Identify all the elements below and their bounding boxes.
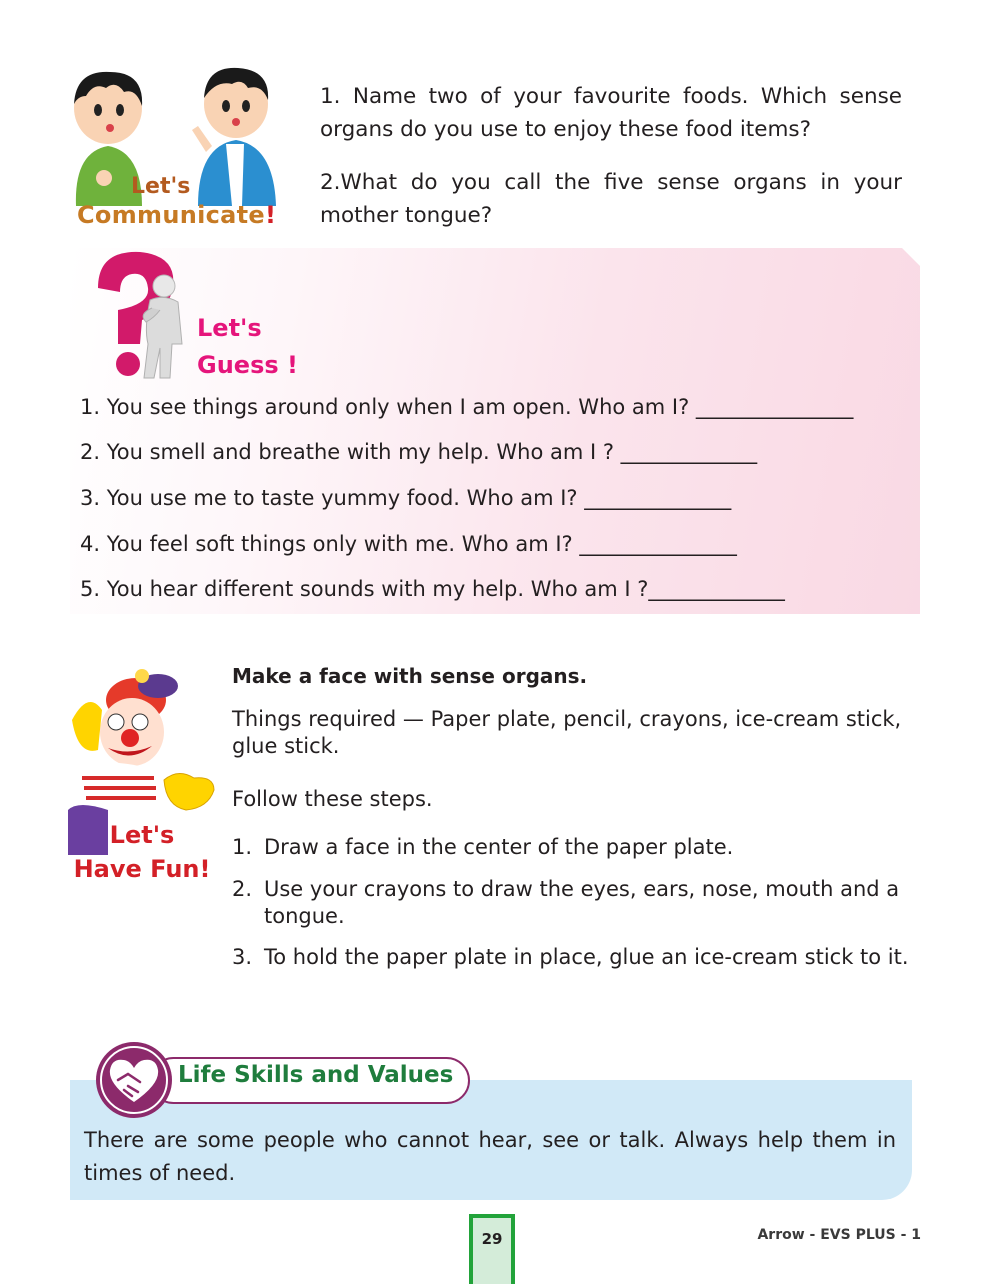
lets-label: Let's xyxy=(131,174,191,199)
guess-item: 1. You see things around only when I am open. Who am I? _______________ xyxy=(80,395,854,419)
follow-steps: Follow these steps. xyxy=(232,787,433,811)
guess-item: 2. You smell and breathe with my help. Who am I ? _____________ xyxy=(80,440,758,464)
things-required: Things required — Paper plate, pencil, crayons, ice-cream stick, glue stick. xyxy=(232,707,902,758)
page-number: 29 xyxy=(481,1230,503,1248)
guess-label: Let's Guess ! xyxy=(197,314,298,379)
have-fun-label: Let's Have Fun! xyxy=(73,821,211,883)
guess-item: 5. You hear different sounds with my help. Who am I ?_____________ xyxy=(80,577,785,601)
guess-item: 3. You use me to taste yummy food. Who am I? ______________ xyxy=(80,486,732,510)
life-skills-text: There are some people who cannot hear, see or talk. Always help them in times of need. xyxy=(84,1128,896,1185)
communicate-label: Communicate! xyxy=(77,201,277,229)
activity-step: 2. Use your crayons to draw the eyes, ears, nose, mouth and a tongue. xyxy=(232,877,900,928)
book-title: Arrow - EVS PLUS - 1 xyxy=(757,1227,921,1243)
page-number-tab xyxy=(469,1214,515,1284)
activity-step: 3. To hold the paper plate in place, glue an ice-cream stick to it. xyxy=(232,945,909,969)
activity-heading: Make a face with sense organs. xyxy=(232,664,588,688)
communicate-question-1: 1. Name two of your favourite foods. Which sense organs do you use to enjoy these food items? xyxy=(320,84,902,142)
activity-step: 1. Draw a face in the center of the paper plate. xyxy=(232,835,734,859)
guess-item: 4. You feel soft things only with me. Who am I? _______________ xyxy=(80,532,737,556)
life-skills-title: Life Skills and Values xyxy=(178,1062,454,1088)
communicate-question-2: 2.What do you call the five sense organs in your mother tongue? xyxy=(320,170,902,228)
question-mark-figure-icon xyxy=(88,248,198,383)
heart-handshake-icon xyxy=(94,1040,174,1120)
